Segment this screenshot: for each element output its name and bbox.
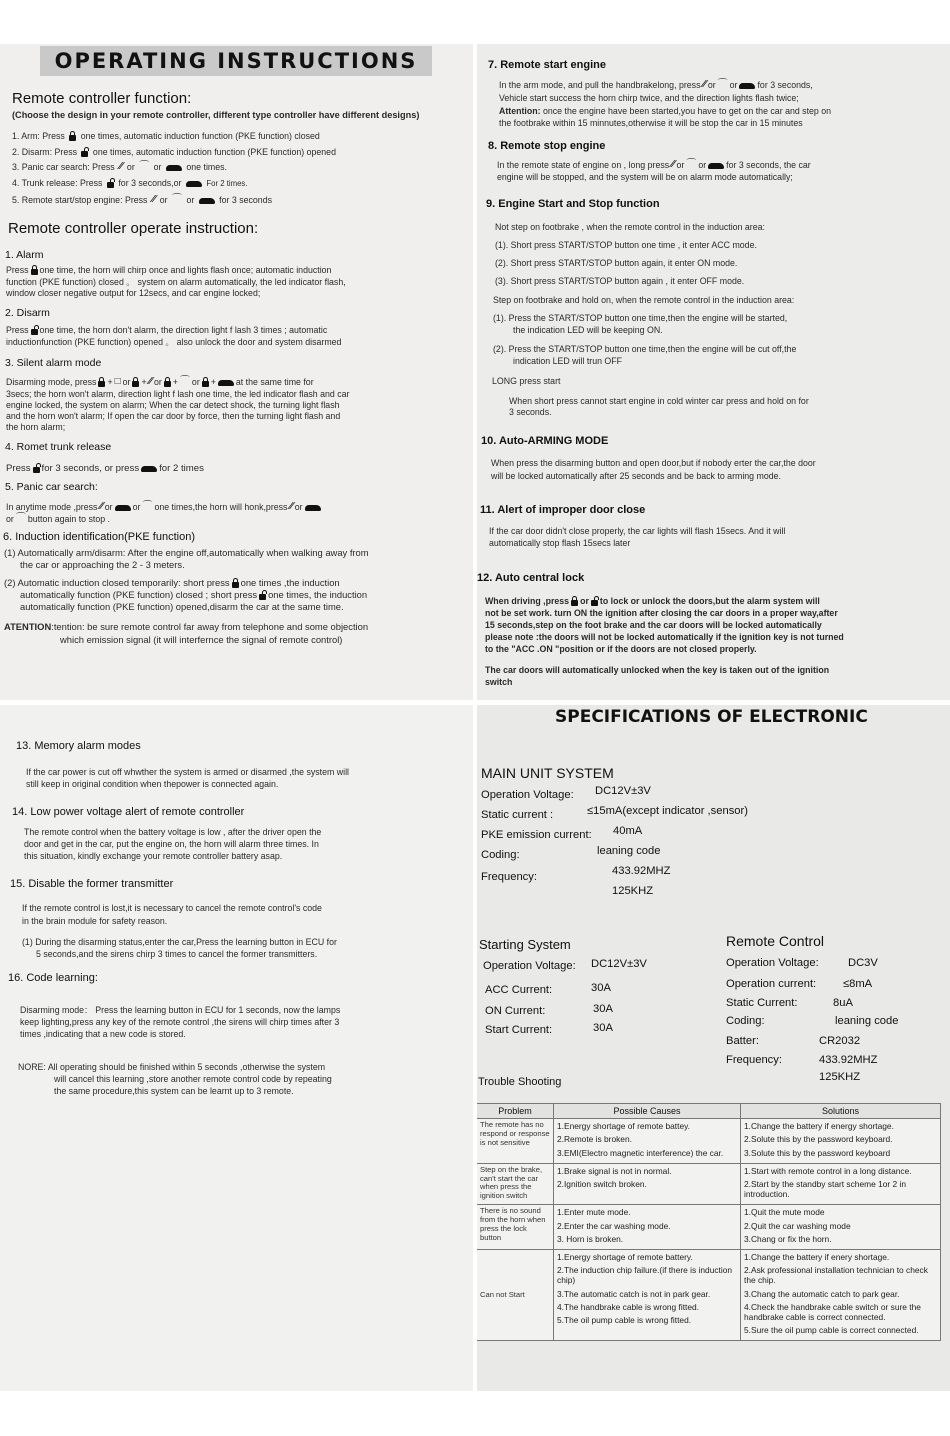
s11-line-2: automatically stop flash 15secs later: [489, 538, 631, 548]
solution-item: 1.Quit the mute mode: [744, 1207, 825, 1218]
main-value-static: ≤15mA(except indicator ,sensor): [587, 805, 748, 817]
solution-item: 1.Change the battery if energy shortage.: [744, 1121, 894, 1132]
s7-line-4: the footbrake within 15 minnutes,otherwise it will be stop the car in 15 minutes: [499, 118, 803, 128]
causes-cell: [554, 1250, 741, 1341]
panic-or: or: [132, 502, 141, 512]
s15-line-2: in the brain module for safety reason.: [22, 916, 168, 926]
s9-step-4b: the indication LED will be keeping ON.: [513, 325, 663, 335]
s12-line-5: to the "ACC .ON "position or if the doors are not closed properly.: [485, 644, 757, 654]
trouble-shooting-table: [477, 1103, 941, 1341]
rc-label-static: Static Current:: [726, 997, 798, 1009]
main-label-pke: PKE emission current:: [481, 829, 592, 841]
start-value-acc: 30A: [591, 982, 611, 994]
section-13-heading: 13. Memory alarm modes: [16, 740, 141, 752]
s14-line-1: The remote control when the battery voltage is low , after the driver open the: [24, 827, 322, 837]
silent-plus: +: [141, 377, 147, 387]
remote-start-item: [12, 195, 272, 206]
s11-line-1: If the car door didn't close properly, the car lights will flash 15secs. And it will: [489, 526, 786, 536]
car-icon: [115, 505, 131, 511]
starting-system-heading: Starting System: [479, 937, 571, 952]
disarm-desc: one times, automatic induction function (PKE function) opened: [92, 147, 336, 157]
note-line-1: NORE: All operating should be finished within 5 seconds ,otherwise the system: [18, 1062, 326, 1072]
causes-cell: [554, 1119, 741, 1164]
signal-icon: ⌒: [15, 513, 26, 525]
trunk-text: [6, 464, 204, 475]
remote-start-or-2: or: [186, 195, 195, 205]
rc-label-batter: Batter:: [726, 1035, 759, 1047]
rc-label-coding: Coding:: [726, 1015, 765, 1027]
section-9-heading: 9. Engine Start and Stop function: [486, 198, 660, 210]
horn-icon: ∕∕: [151, 194, 156, 206]
s15-line-3: (1) During the disarming status,enter the car,Press the learning button in ECU for: [22, 937, 337, 947]
signal-icon: ⌒: [139, 161, 150, 173]
cause-item: 1.Enter mute mode.: [557, 1207, 631, 1218]
car-icon: [708, 163, 724, 169]
problem-cell: The remote has no respond or response is not sensitive: [477, 1119, 554, 1164]
s9-step-2: (2). Short press START/STOP button again, it enter ON mode.: [495, 258, 738, 268]
start-value-voltage: DC12V±3V: [591, 958, 647, 970]
car-icon: [199, 198, 215, 204]
panic-or: or: [294, 502, 303, 512]
lock-icon: [132, 381, 139, 387]
s7-line-2: Vehicle start success the horn chirp twice, and the direction lights flash twice;: [499, 93, 799, 103]
silent-heading: 3. Silent alarm mode: [5, 357, 102, 369]
s9-step-3: (3). Short press START/STOP button again , it enter OFF mode.: [495, 276, 745, 286]
s15-line-4: 5 seconds,and the sirens chirp 3 times to cancel the former transmitters.: [36, 949, 318, 959]
section-12-heading: 12. Auto central lock: [477, 572, 585, 584]
solution-item: 3.Chang the automatic catch to park gear.: [744, 1288, 900, 1299]
s7-line-1: [499, 80, 813, 91]
s15-line-1: If the remote control is lost,it is necessary to cancel the remote control's code: [22, 903, 322, 913]
silent-press: Disarming mode, press: [6, 377, 97, 387]
unlock-icon: [107, 182, 114, 188]
silent-or: or: [191, 377, 200, 387]
s8-line-2: engine will be stopped, and the system will be on alarm mode automatically;: [497, 172, 793, 182]
silent-plus: +: [210, 377, 216, 387]
s13-line-2: still keep in original condition when thepower is connected again.: [26, 779, 279, 789]
page-operating-modes: [0, 705, 473, 1391]
start-value-start: 30A: [593, 1022, 613, 1034]
specifications-title: SPECIFICATIONS OF ELECTRONIC: [555, 707, 868, 727]
s12-text-2: to lock or unlock the doors,but the alarm system will: [599, 596, 820, 606]
silent-text-1: [6, 377, 314, 388]
car-icon: [141, 466, 157, 472]
signal-icon: ⌒: [717, 79, 728, 91]
cause-item: 2.Remote is broken.: [557, 1134, 632, 1145]
s12-line-4: please note :the doors will not be locked automatically if the ignition key is not turned: [485, 632, 844, 642]
arm-label: 1. Arm: Press: [12, 131, 65, 141]
main-value-voltage: DC12V±3V: [595, 785, 651, 797]
cause-item: 1.Brake signal is not in normal.: [557, 1165, 672, 1176]
main-value-pke: 40mA: [613, 825, 643, 837]
signal-icon: ⌒: [142, 501, 153, 513]
rc-value-voltage: DC3V: [848, 957, 878, 969]
s8-end: for 3 seconds, the car: [726, 160, 811, 170]
s12-or: or: [580, 596, 589, 606]
table-row: [477, 1205, 941, 1250]
cause-item: 3.The automatic catch is not in park gear.: [557, 1288, 711, 1299]
problem-cell: There is no sound from the horn when press the lock button: [477, 1205, 554, 1250]
panic-desc: one times,the horn will honk,press: [154, 502, 288, 512]
section-7-heading: 7. Remote start engine: [488, 59, 606, 71]
panic-text-1: [6, 502, 323, 513]
cause-item: 2.Ignition switch broken.: [557, 1179, 647, 1190]
cause-item: 3. Horn is broken.: [557, 1233, 624, 1244]
table-row: [477, 1163, 941, 1205]
s7-attention: Attention:: [499, 106, 541, 116]
s9-long-press: LONG press start: [492, 376, 561, 386]
trunk-item: [12, 178, 248, 190]
alarm-text-2: function (PKE function) closed 。 system on alarm automatically, the led indicator flash,: [6, 277, 346, 287]
car-icon: [739, 83, 755, 89]
problem-cell: Step on the brake, can't start the car when press the ignition switch: [477, 1163, 554, 1205]
start-label-start: Start Current:: [485, 1024, 553, 1036]
s12-line-7: switch: [485, 677, 513, 687]
cause-item: 1.Energy shortage of remote battey.: [557, 1121, 690, 1132]
remote-function-note: (Choose the design in your remote controller, different type controller have different designs): [12, 110, 420, 120]
section-16-heading: 16. Code learning:: [8, 972, 98, 984]
start-label-voltage: Operation Voltage:: [483, 960, 576, 972]
s12-line-1: [485, 596, 820, 607]
lock-icon: [571, 600, 578, 606]
lock-icon: [31, 269, 38, 275]
trunk-press: Press: [6, 463, 31, 475]
s10-line-2: will be locked automatically after 25 seconds and be back to arming mode.: [491, 471, 781, 481]
header-causes: Possible Causes: [554, 1104, 741, 1119]
start-label-acc: ACC Current:: [485, 984, 553, 996]
rc-value-frequency-2: 125KHZ: [819, 1071, 861, 1083]
remote-function-heading: Remote controller function:: [12, 90, 192, 107]
attention-line-1: [4, 622, 368, 633]
rc-label-current: Operation current:: [726, 978, 817, 990]
section-8-heading: 8. Remote stop engine: [488, 140, 606, 152]
silent-text-5: the horn alarm;: [6, 422, 66, 432]
main-label-coding: Coding:: [481, 849, 520, 861]
cause-item: 2.Enter the car washing mode.: [557, 1220, 671, 1231]
silent-end: at the same time for: [235, 377, 314, 387]
panic-text-2: [6, 514, 110, 525]
cause-item: 1.Energy shortage of remote battery.: [557, 1252, 693, 1263]
main-value-coding: leaning code: [597, 845, 661, 857]
main-value-frequency-1: 433.92MHZ: [612, 865, 671, 877]
s8-or: or: [698, 160, 707, 170]
induction-heading: 6. Induction identification(PKE function): [3, 531, 196, 543]
section-10-heading: 10. Auto-ARMING MODE: [481, 435, 609, 447]
solutions-cell: [741, 1250, 941, 1341]
s12-line-3: 15 seconds,step on the foot brake and the car doors will be locked automatically: [485, 620, 822, 630]
panic-item: [12, 162, 227, 173]
silent-text-2: 3secs; the horn won't alarm, direction light f lash one time, the led indicator flash and car: [6, 389, 350, 399]
s9-intro-1: Not step on footbrake , when the remote control in the induction area:: [495, 222, 765, 232]
header-problem: Problem: [477, 1104, 554, 1119]
rc-value-batter: CR2032: [819, 1035, 861, 1047]
remote-start-or-1: or: [159, 195, 168, 205]
induction-1: (1) Automatically arm/disarm: After the engine off,automatically when walking away from: [4, 547, 369, 558]
disarm-heading: 2. Disarm: [5, 307, 50, 319]
lock-icon: [98, 381, 105, 387]
disarm-press: Press: [6, 325, 29, 335]
s12-text: When driving ,press: [485, 596, 570, 606]
panic-desc: one times.: [186, 162, 227, 172]
panic-or-1: or: [126, 162, 135, 172]
induction-2: [4, 578, 340, 589]
remote-start-desc: for 3 seconds: [219, 195, 272, 205]
main-label-static: Static current :: [481, 809, 554, 821]
disarm-text-1: [6, 325, 327, 336]
section-15-heading: 15. Disable the former transmitter: [10, 878, 174, 890]
lock-icon: [164, 381, 171, 387]
page-operating-continued: [477, 44, 950, 700]
solution-item: 2.Solute this by the password keyboard.: [744, 1134, 893, 1145]
signal-icon: ⌒: [179, 376, 190, 388]
alarm-text-3: window closer negative output for 12secs, and car engine locked;: [6, 288, 261, 298]
cause-item: 3.EMI(Electro magnetic interference) the car.: [557, 1147, 724, 1158]
page-operating-instructions: [0, 44, 473, 700]
unlock-icon: [33, 467, 40, 473]
table-row: [477, 1250, 941, 1341]
induction-1b: the car or approaching the 2 - 3 meters.: [20, 559, 185, 570]
car-icon: [186, 181, 202, 187]
solution-item: 3.Solute this by the password keyboard: [744, 1147, 891, 1158]
unlock-icon: [591, 600, 598, 606]
cause-item: 2.The induction chip failure.(if there is induction chip): [557, 1265, 733, 1286]
rc-value-static: 8uA: [833, 997, 853, 1009]
trunk-times: for 2 times: [159, 463, 204, 475]
induction-2b: [20, 590, 367, 601]
arm-desc: one times, automatic induction function (PKE function) closed: [80, 131, 320, 141]
solution-item: 2.Ask professional installation technician to check the chip.: [744, 1265, 928, 1286]
section-11-heading: 11. Alert of improper door close: [480, 504, 646, 516]
induction-2-label: (2) Automatic induction closed temporarily: short press: [4, 577, 230, 588]
signal-icon: ⌒: [171, 194, 182, 206]
horn-icon: ∕∕: [148, 376, 152, 388]
trunk-label: 4. Trunk release: Press: [12, 178, 103, 188]
car-icon: [166, 165, 182, 171]
header-solutions: Solutions: [741, 1104, 941, 1119]
attention-text: :tention: be sure remote control far away from telephone and some objection: [51, 621, 369, 632]
solution-item: 1.Start with remote control in a long distance.: [744, 1165, 912, 1176]
cause-item: 5.The oil pump cable is wrong fitted.: [557, 1315, 692, 1326]
silent-text-4: and the horn won't alarm; If open the car door by force, then the turning light flash and: [6, 411, 341, 421]
disarm-desc: one time, the horn don't alarm, the direction light f lash 3 times ; automatic: [39, 325, 328, 335]
lock-icon: [69, 135, 76, 141]
note-line-2: will cancel this learning ,store another remote control code by repeating: [54, 1074, 332, 1084]
solution-item: 4.Check the handbrake cable switch or sure the handbrake cable is correct connected.: [744, 1301, 921, 1323]
causes-cell: [554, 1205, 741, 1250]
horn-icon: ∕∕: [119, 161, 123, 173]
s10-line-1: When press the disarming button and open door,but if nobody erter the car,the door: [491, 458, 816, 468]
trouble-shooting-heading: Trouble Shooting: [478, 1076, 562, 1088]
panic-or-2: or: [153, 162, 162, 172]
panic-or: or: [6, 514, 14, 524]
s8-text: In the remote state of engine on , long press: [497, 160, 670, 170]
signal-icon: ⌒: [686, 159, 697, 171]
rc-value-coding: leaning code: [835, 1015, 899, 1027]
s9-step-5b: indication LED will trun OFF: [513, 356, 623, 366]
panic-heading: 5. Panic car search:: [5, 481, 98, 493]
main-label-voltage: Operation Voltage:: [481, 789, 574, 801]
solution-item: 3.Chang or fix the horn.: [744, 1233, 832, 1244]
rc-value-current: ≤8mA: [843, 978, 873, 990]
s9-step-5: (2). Press the START/STOP button one time,then the engine will be cut off,the: [493, 344, 797, 354]
solution-item: 2.Quit the car washing mode: [744, 1220, 851, 1231]
unlock-icon: [81, 151, 88, 157]
s9-step-4: (1). Press the START/STOP button one time,then the engine will be started,: [493, 313, 788, 323]
silent-or: or: [122, 377, 131, 387]
disarm-label: 2. Disarm: Press: [12, 147, 78, 157]
trunk-desc-2: For 2 times.: [206, 179, 248, 188]
s9-intro-2: Step on footbrake and hold on, when the remote control in the induction area:: [493, 295, 795, 305]
induction-2-desc: one times ,the induction: [240, 577, 340, 588]
panic-press: In anytime mode ,press: [6, 502, 98, 512]
solution-item: 1.Change the battery if enery shortage.: [744, 1252, 890, 1263]
alarm-press: Press: [6, 265, 29, 275]
s16-line-2: keep lighting,press any key of the remote control ,the sirens will chirp times after 3: [20, 1017, 340, 1027]
solution-item: 2.Start by the standby start scheme 1or 2 in introduction.: [744, 1179, 906, 1200]
note-line-3: the same procedure,this system can be learnt up to 3 remote.: [54, 1086, 294, 1096]
horn-icon: ∕∕: [289, 501, 293, 513]
lock-icon: [232, 582, 239, 588]
s14-line-3: this situation, kindly exchange your remote controller battery asap.: [24, 851, 283, 861]
cause-item: 4.The handbrake cable is wrong fitted.: [557, 1301, 699, 1312]
start-value-on: 30A: [593, 1003, 613, 1015]
trunk-desc: for 3 seconds,or: [118, 178, 182, 188]
rc-label-frequency: Frequency:: [726, 1054, 782, 1066]
page-title-banner: OPERATING INSTRUCTIONS: [40, 46, 432, 76]
main-label-frequency: Frequency:: [481, 871, 537, 883]
solutions-cell: [741, 1163, 941, 1205]
solution-item: 5.Sure the oil pump cable is correct connected.: [744, 1325, 919, 1336]
s8-or: or: [676, 160, 685, 170]
panic-stop: button again to stop .: [27, 514, 110, 524]
solutions-cell: [741, 1119, 941, 1164]
unlock-icon: [259, 594, 266, 600]
s16-line-3: times ,indicating that a new code is stored.: [20, 1029, 186, 1039]
trunk-icon: □: [114, 376, 121, 388]
car-icon: [305, 505, 321, 511]
s7-line-3: [499, 106, 831, 117]
s12-line-6: The car doors will automatically unlocked when the key is taken out of the ignition: [485, 665, 830, 675]
horn-icon: ∕∕: [99, 501, 103, 513]
lock-icon: [202, 381, 209, 387]
problem-cell: Can not Start: [477, 1250, 554, 1341]
panic-label: 3. Panic car search: Press: [12, 162, 115, 172]
s7-text: In the arm mode, and pull the handbrakelong, press: [499, 80, 701, 90]
rc-label-voltage: Operation Voltage:: [726, 957, 819, 969]
start-label-on: ON Current:: [485, 1005, 546, 1017]
induction-2b-text: automatically function (PKE function) closed ; short press: [20, 589, 258, 600]
horn-icon: ∕∕: [671, 159, 675, 171]
section-14-heading: 14. Low power voltage alert of remote controller: [12, 806, 245, 818]
alarm-desc: one time, the horn will chirp once and lights flash once; automatic induction: [39, 265, 332, 275]
disarm-item: [12, 147, 336, 158]
s7-or: or: [707, 80, 716, 90]
s7-attention-text: once the engine have been started,you have to get on the car and step on: [540, 106, 832, 116]
induction-2d: automatically function (PKE function) opened,disarm the car at the same time.: [20, 601, 344, 612]
s9-step-1: (1). Short press START/STOP button one time , it enter ACC mode.: [495, 240, 757, 250]
table-row: [477, 1119, 941, 1164]
page-specifications: [477, 705, 950, 1391]
silent-plus: +: [107, 377, 113, 387]
arm-item: [12, 131, 320, 142]
silent-text-3: engine locked, the system on alarm; When the car detect shock, the turning light flash: [6, 400, 340, 410]
trunk-desc: for 3 seconds, or press: [41, 463, 140, 475]
attention-line-2: which emission signal (it will interfernce the signal of remote control): [60, 634, 343, 645]
attention-label: ATENTION: [4, 621, 52, 632]
causes-cell: [554, 1163, 741, 1205]
horn-icon: ∕∕: [702, 79, 706, 91]
silent-plus: +: [172, 377, 178, 387]
s9-long-press-desc-2: 3 seconds.: [509, 407, 552, 417]
alarm-heading: 1. Alarm: [5, 249, 44, 261]
s7-or: or: [729, 80, 738, 90]
unlock-icon: [31, 329, 38, 335]
silent-or: or: [153, 377, 162, 387]
operate-instruction-heading: Remote controller operate instruction:: [8, 220, 259, 237]
panic-or: or: [104, 502, 113, 512]
remote-control-heading: Remote Control: [726, 933, 825, 949]
rc-value-frequency-1: 433.92MHZ: [819, 1054, 878, 1066]
trunk-heading: 4. Romet trunk release: [5, 441, 112, 453]
s9-long-press-desc: When short press cannot start engine in cold winter car press and hold on for: [509, 396, 809, 406]
s14-line-2: door and get in the car, put the engine on, the horn will alarm three times. In: [24, 839, 319, 849]
s8-line-1: [497, 160, 811, 171]
s7-end: for 3 seconds,: [757, 80, 813, 90]
main-value-frequency-2: 125KHZ: [612, 885, 654, 897]
remote-start-label: 5. Remote start/stop engine: Press: [12, 195, 148, 205]
table-header-row: [477, 1104, 941, 1119]
car-icon: [218, 380, 234, 386]
s13-line-1: If the car power is cut off whwther the system is armed or disarmed ,the system will: [26, 767, 349, 777]
s16-line-1: Disarming mode： Press the learning button in ECU for 1 seconds, now the lamps: [20, 1005, 341, 1015]
s12-line-2: not be set work. turn ON the ignition after closing the car doors in a proper way,after: [485, 608, 838, 618]
alarm-text-1: [6, 265, 331, 276]
solutions-cell: [741, 1205, 941, 1250]
disarm-text-2: inductionfunction (PKE function) opened 。 also unlock the door and system disarmed: [6, 337, 342, 347]
induction-2c-text: one times, the induction: [268, 589, 368, 600]
main-unit-heading: MAIN UNIT SYSTEM: [481, 765, 614, 781]
